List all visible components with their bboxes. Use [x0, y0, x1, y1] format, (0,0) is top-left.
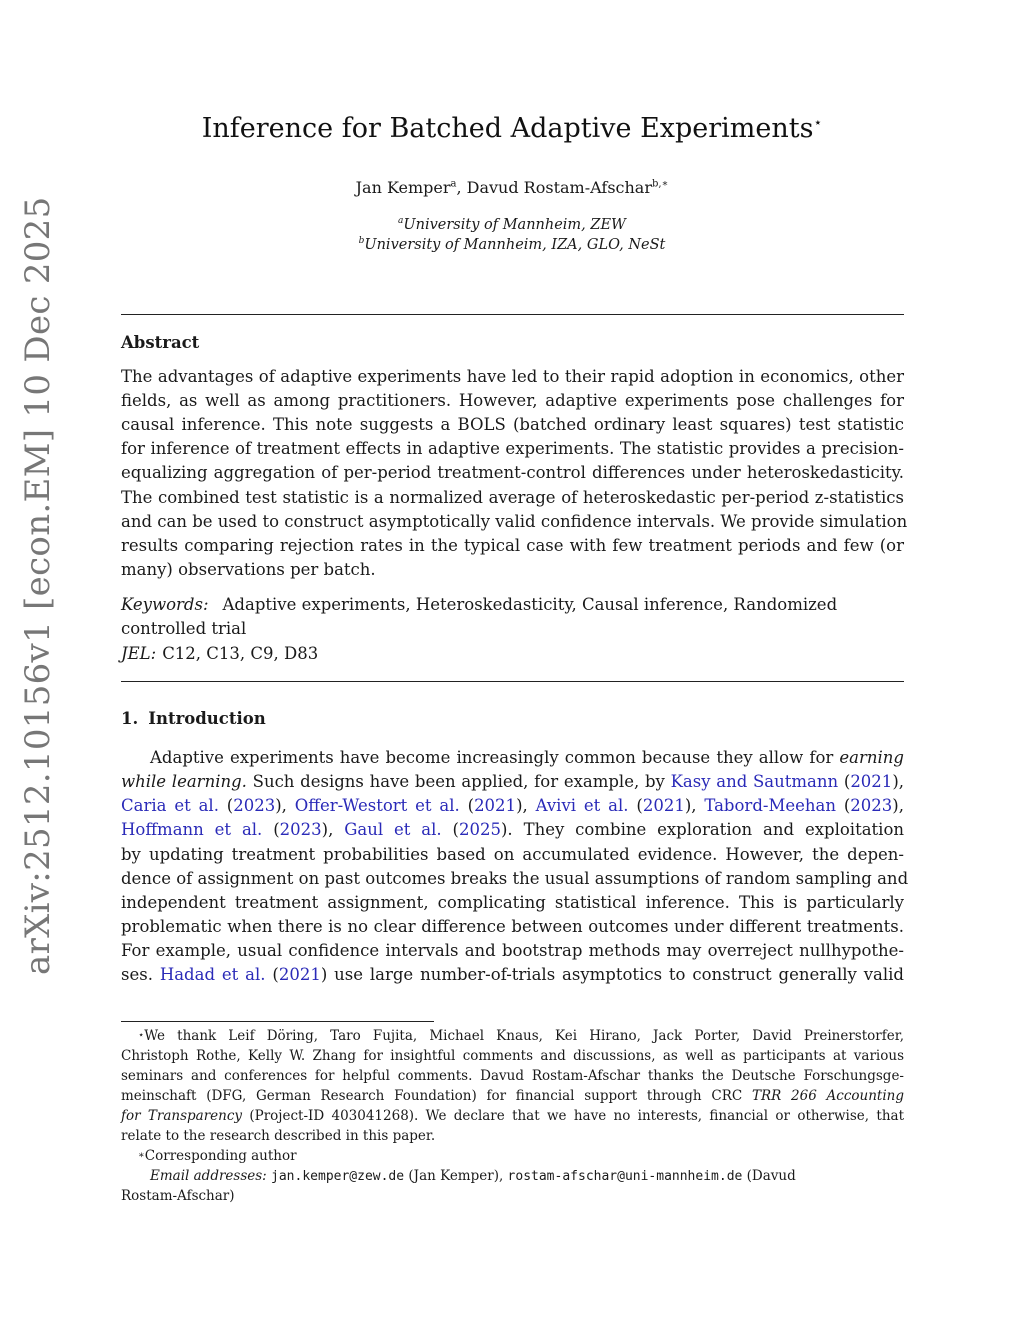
- body-line: while learning. Such designs have been applied, for example, by Kasy and Sautmann (2021),: [121, 772, 904, 791]
- affiliation: $^b$University of Mannheim, IZA, GLO, NeSt: [358, 236, 666, 253]
- abstract-line: and can be used to construct asymptotically valid confidence intervals. We provide simulation: [121, 512, 908, 531]
- abstract-line: many) observations per batch.: [121, 560, 376, 579]
- citation-link[interactable]: Kasy and Sautmann: [670, 772, 839, 791]
- author-name: Jan Kemper: [355, 178, 451, 197]
- body-line: problematic when there is no clear difference between outcomes under different treatments.: [121, 917, 904, 936]
- abstract-line: results comparing rejection rates in the typical case with few treatment periods and few (or: [121, 536, 904, 555]
- citation-link[interactable]: Avivi et al.: [535, 796, 629, 815]
- footnote-line: meinschaft (DFG, German Research Foundation) for financial support through CRC TRR 266 Accounting: [121, 1088, 905, 1104]
- keywords: Keywords: Adaptive experiments, Heteroskedasticity, Causal inference, Randomized: [121, 595, 838, 614]
- citation-link[interactable]: Offer-Westort et al.: [294, 796, 460, 815]
- footnote-line: seminars and conferences for helpful comments. Davud Rostam-Afschar thanks the Deutsche Forschungsge-: [121, 1068, 904, 1084]
- citation-year-link[interactable]: 2021: [474, 796, 517, 815]
- citation-year-link[interactable]: 2025: [459, 820, 501, 839]
- footnote-line: for Transparency (Project-ID 403041268). We declare that we have no interests, financial or otherwise, that: [121, 1108, 904, 1124]
- citation-year-link[interactable]: 2021: [850, 772, 893, 791]
- footnote-divider: [121, 1021, 434, 1022]
- arxiv-identifier: arXiv:2512.10156v1 [econ.EM] 10 Dec 2025: [18, 196, 58, 975]
- affiliation: $^a$University of Mannheim, ZEW: [398, 216, 626, 233]
- email-addresses: Email addresses: jan.kemper@zew.de (Jan Kemper), rostam-afschar@uni-mannheim.de (Davud: [150, 1168, 796, 1184]
- abstract-heading: Abstract: [121, 333, 200, 352]
- body-line: Adaptive experiments have become increasingly common because they allow for earning: [150, 748, 904, 767]
- footnote-line: relate to the research described in this paper.: [121, 1128, 436, 1144]
- section-heading: 1. Introduction: [121, 709, 266, 728]
- citation-year-link[interactable]: 2023: [233, 796, 276, 815]
- jel-label: JEL:: [121, 644, 157, 663]
- author-list: Jan Kemper$^a$, Davud Rostam-Afschar$^{b,∗}$: [355, 178, 669, 197]
- abstract-line: for inference of treatment effects in adaptive experiments. The statistic provides a precision-: [121, 439, 904, 458]
- email-link[interactable]: jan.kemper@zew.de: [271, 1169, 405, 1184]
- email-link[interactable]: rostam-afschar@uni-mannheim.de: [507, 1169, 743, 1184]
- jel-codes: JEL: C12, C13, C9, D83: [121, 644, 319, 663]
- abstract-line: equalizing aggregation of per-period treatment-control differences under heteroskedasticity.: [121, 463, 904, 482]
- keywords-continued: controlled trial: [121, 619, 247, 638]
- body-line: independent treatment assignment, complicating statistical inference. This is particularly: [121, 893, 904, 912]
- citation-link[interactable]: Gaul et al.: [344, 820, 442, 839]
- footnote-line: ⋆We thank Leif Döring, Taro Fujita, Michael Knaus, Kei Hirano, Jack Porter, David Preinerstorfer,: [138, 1028, 904, 1044]
- citation-link[interactable]: Hadad et al.: [159, 965, 266, 984]
- body-line: ses. Hadad et al. (2021) use large number-of-trials asymptotics to construct generally valid: [121, 965, 904, 984]
- citation-link[interactable]: Caria et al.: [121, 796, 219, 815]
- author-name: Davud Rostam-Afschar: [466, 178, 652, 197]
- abstract-line: fields, as well as among practitioners. However, adaptive experiments pose challenges for: [121, 391, 904, 410]
- divider: [121, 314, 904, 315]
- footnote-line: Rostam-Afschar): [121, 1188, 235, 1204]
- citation-year-link[interactable]: 2021: [278, 965, 321, 984]
- keywords-label: Keywords:: [121, 595, 209, 614]
- citation-year-link[interactable]: 2021: [642, 796, 685, 815]
- citation-year-link[interactable]: 2023: [850, 796, 893, 815]
- paper-title: Inference for Batched Adaptive Experiments⋆: [201, 113, 823, 144]
- body-line: Hoffmann et al. (2023), Gaul et al. (2025). They combine exploration and exploitation: [121, 820, 905, 839]
- footnote-line: Christoph Rothe, Kelly W. Zhang for insightful comments and discussions, as well as participants at various: [121, 1048, 904, 1064]
- body-line: Caria et al. (2023), Offer-Westort et al. (2021), Avivi et al. (2021), Tabord-Meehan (2023),: [121, 796, 904, 815]
- body-line: For example, usual confidence intervals and bootstrap methods may overreject nullhypothe-: [121, 941, 904, 960]
- body-line: dence of assignment on past outcomes breaks the usual assumptions of random sampling and: [121, 869, 909, 888]
- corresponding-author-note: ∗Corresponding author: [138, 1148, 297, 1164]
- divider: [121, 681, 904, 682]
- abstract-line: The combined test statistic is a normalized average of heteroskedastic per-period z-statistics: [121, 488, 904, 507]
- citation-link[interactable]: Tabord-Meehan: [704, 796, 836, 815]
- citation-year-link[interactable]: 2023: [279, 820, 322, 839]
- abstract-line: The advantages of adaptive experiments have led to their rapid adoption in economics, other: [121, 367, 904, 386]
- body-line: by updating treatment probabilities based on accumulated evidence. However, the depen-: [121, 845, 904, 864]
- abstract-line: causal inference. This note suggests a BOLS (batched ordinary least squares) test statistic: [121, 415, 904, 434]
- citation-link[interactable]: Hoffmann et al.: [121, 820, 263, 839]
